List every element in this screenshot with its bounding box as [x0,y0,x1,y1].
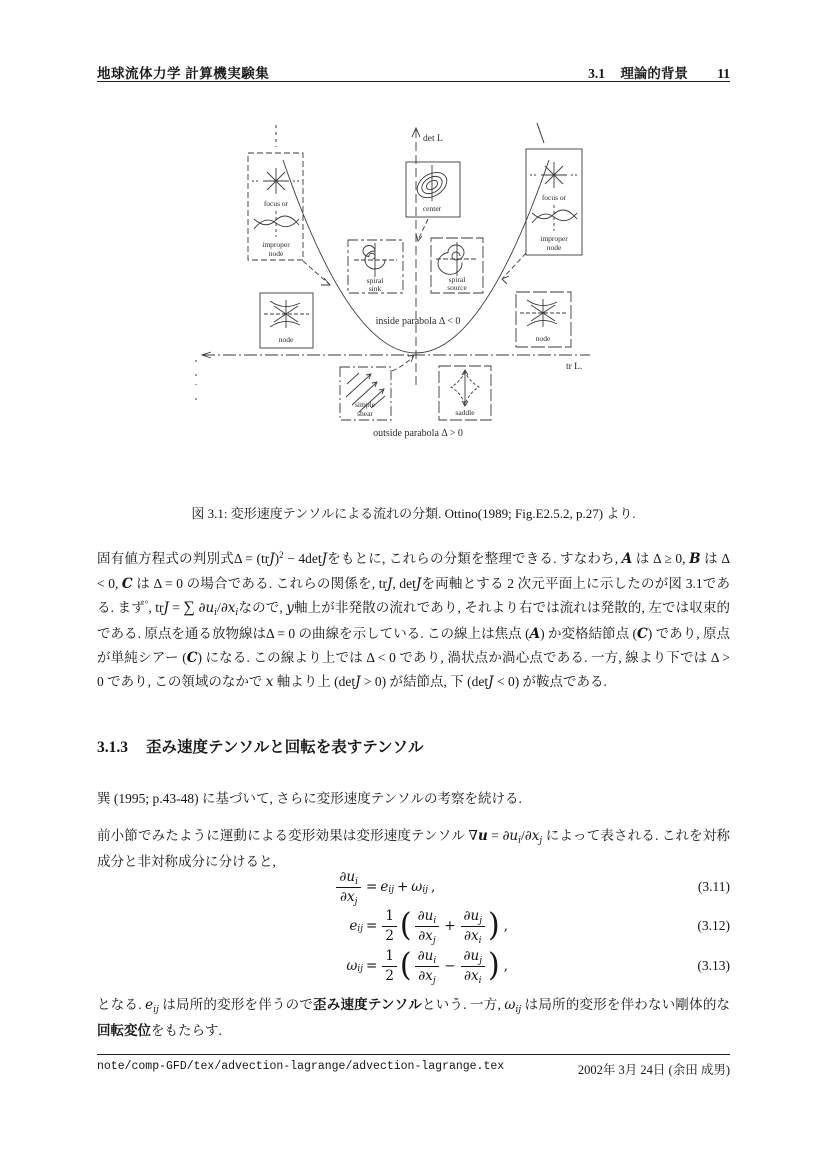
axis-label-trL: tr L. [566,362,583,372]
section-number: 3.1.3 [97,739,128,756]
equation-block [97,868,730,986]
label-node-word-left: node [268,249,284,258]
leader-lines [303,219,526,371]
label-focus-or-left: focus or [263,199,289,208]
header-title: 地球流体力学 計算機実験集 [97,66,270,81]
footer-file-path: note/comp-GFD/tex/advection-lagrange/advection-lagrange.tex [97,1060,505,1073]
label-improper-right: improper [540,234,568,243]
equation-3-12 [97,906,730,946]
equation-lhs: ω ij [346,958,363,974]
inside-parabola-label: inside parabola Δ < 0 [375,316,461,327]
equation-number: (3.12) [697,918,730,933]
spiral-sink-icon [354,243,397,277]
label-node-right: node [535,334,551,343]
outside-parabola-label: outside parabola Δ > 0 [373,428,463,439]
scan-artifacts [196,123,544,400]
label-node-left: node [278,335,294,344]
label-center: center [422,204,442,213]
flow-classification-diagram [166,113,666,485]
label-spiral-sink-1: spiral [366,276,384,285]
label-simple: simple [355,400,375,409]
equation-rhs: = $\frac{1}{2}$ ( $\frac{\partial u_i}{\partial x_j}$ − $\frac{\partial u_j}{\partial x_i}$ ) , [366,947,509,986]
equation-rhs: = $\frac{1}{2}$ ( $\frac{\partial u_i}{\partial x_j}$ + $\frac{\partial u_j}{\partial x_i}$ ) , [366,907,509,946]
vertical-axis [412,128,420,388]
focus-star-icon [530,162,578,188]
paragraph-strain-rotation: となる. $e_{ij}$ は局所的変形を伴うので歪み速度テンソルという. 一方, $\omega_{ij}$ は局所的変形を伴わない剛体的な回転変位をもたらす. [97,997,731,1038]
paragraph-discriminant: 固有値方程式の判別式Δ = (trJ)$^2$ − 4detJをもとに, これらの分類を整理できる. すなわち, A は Δ ≥ 0, B は Δ < 0, C は Δ = 0 の場合である. これらの関係を, trJ, detJを両軸とする 2 次元平面上に示したのが図 3.1である. まず°, trJ = ∑ $\partial u_i/\partial x_i$なので, y軸上が非発散の流れであり, それより右では流れは発散的, 左では収束的である. 原点を通る放物線はΔ = 0 の曲線を示している. この線上は焦点 (A) か変格結節点 (C) であり, 原点が単純シアー (C) になる. この線より上では Δ < 0 であり, 渦状点か渦心点である. 一方, 線より下では Δ > 0 であり, この領域のなかで x 軸より上 (detJ > 0) が結節点, 下 (detJ < 0) が鞍点である. [97,550,731,690]
equation-number: (3.13) [697,958,730,973]
label-saddle: saddle [455,408,475,417]
header-section-title: 理論的背景 [620,66,688,81]
node-icon [264,300,309,328]
node-icon [520,299,567,327]
equation-number: (3.11) [697,879,730,894]
focus-star-icon [252,168,300,194]
label-spiral-sink-2: sink [368,284,382,293]
label-spiral-source-2: source [447,283,467,292]
header-page-number: 11 [717,66,730,81]
figure-3-1 [166,113,666,490]
equation-lhs: e ij [349,918,363,934]
improper-node-icon [254,211,299,237]
header-rule [97,81,730,82]
equation-lhs: $\frac{\partial u_i}{\partial x_j}$ [97,869,363,904]
equation-3-11 [97,868,730,906]
section-heading-3-1-3 [97,735,423,757]
axis-label-detL: det L [423,134,443,144]
label-improper-left: improper [262,240,290,249]
equation-rhs: = e ij + ω ij , [366,879,436,895]
figure-caption: 図 3.1: 変形速度テンソルによる流れの分類. Ottino(1989; Fig.E2.5.2, p.27) より. [191,506,636,521]
improper-node-icon [532,205,577,231]
horizontal-axis [202,352,590,358]
saddle-icon [451,370,479,406]
spiral-source-icon [436,242,478,276]
label-spiral-source-1: spiral [448,275,466,284]
paragraph-reference: 巽 (1995; p.43-48) に基づいて, さらに変形速度テンソルの考察を続ける. [97,791,522,806]
paragraph-decomposition: 前小節でみたように運動による変形効果は変形速度テンソル $\nabla u = \partial u_i/\partial x_j$ によって表される. これを対称成分と非対称成分に分けると, [97,828,730,869]
leader-arrowheads [321,234,509,362]
label-shear: shear [357,409,373,418]
header-section-number: 3.1 [588,66,605,81]
section-title: 歪み速度テンソルと回転を表すテンソル [146,739,424,756]
label-node-word-right: node [546,243,562,252]
label-focus-or-right: focus or [541,193,567,202]
footer-date-author: 2002年 3月 24日 (余田 成男) [577,1063,730,1077]
footer-rule [97,1054,730,1055]
equation-3-13 [97,946,730,986]
header-section [588,62,730,82]
